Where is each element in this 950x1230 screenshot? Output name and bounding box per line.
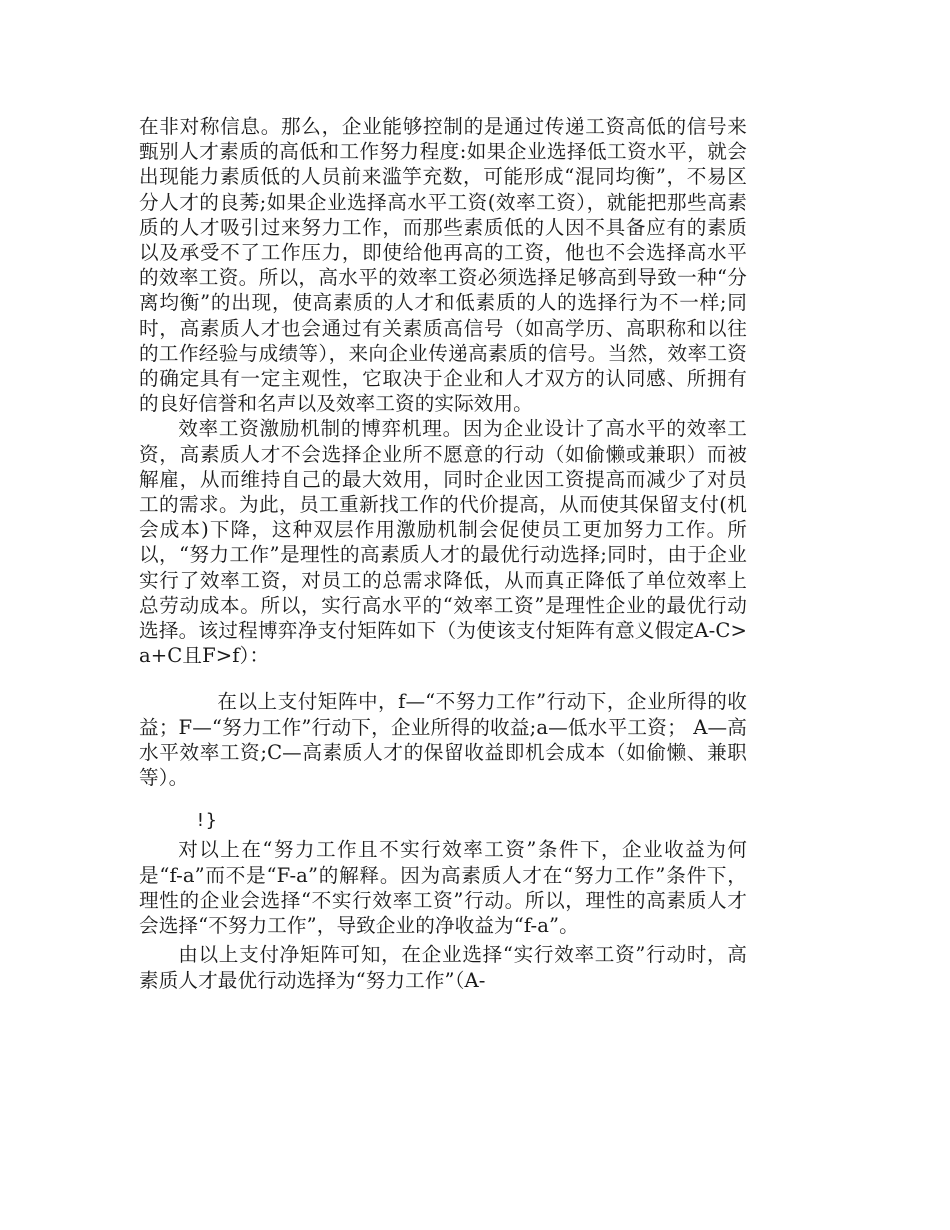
document-page bbox=[139, 114, 747, 993]
paragraph-optimal-action: 由以上支付净矩阵可知，在企业选择“实行效率工资”行动时，高素质人才最优行动选择为“努力工作”（A- bbox=[139, 943, 747, 992]
paragraph-payoff-explanation: 对以上在“努力工作且不实行效率工资”条件下，企业收益为何是“f-a”而不是“F-a”的解释。因为高素质人才在“努力工作”条件下，理性的企业会选择“不实行效率工资”行动。所以，理性的高素质人才会选择“不努力工作”，导致企业的净收益为“f-a”。 bbox=[139, 838, 747, 938]
paragraph-payoff-matrix-legend: 在以上支付矩阵中，f—“不努力工作”行动下，企业所得的收益；F—“努力工作”行动下，企业所得的收益;a—低水平工资； A—高水平效率工资;C—高素质人才的保留收益即机会成本（如偷懒、兼职等）。 bbox=[139, 690, 747, 790]
paragraph-incentive-game-mechanism: 效率工资激励机制的博弈机理。因为企业设计了高水平的效率工资，高素质人才不会选择企业所不愿意的行动（如偷懒或兼职）而被解雇，从而维持自己的最大效用，同时企业因工资提高而减少了对员工的需求。为此，员工重新找工作的代价提高，从而使其保留支付(机会成本)下降，这种双层作用激励机制会促使员工更加努力工作。所以，“努力工作”是理性的高素质人才的最优行动选择;同时，由于企业实行了效率工资，对员工的总需求降低，从而真正降低了单位效率上总劳动成本。所以，实行高水平的“效率工资”是理性企业的最优行动选择。该过程博弈净支付矩阵如下（为使该支付矩阵有意义假定A-C>a+C且F>f）： bbox=[139, 417, 747, 668]
stray-text-fragment: !} bbox=[195, 810, 217, 832]
paragraph-efficiency-wage-signaling: 在非对称信息。那么，企业能够控制的是通过传递工资高低的信号来甄别人才素质的高低和工作努力程度:如果企业选择低工资水平，就会出现能力素质低的人员前来滥竽充数，可能形成“混同均衡”，不易区分人才的良莠;如果企业选择高水平工资(效率工资），就能把那些高素质的人才吸引过来努力工作，而那些素质低的人因不具备应有的素质以及承受不了工作压力，即使给他再高的工资，他也不会选择高水平的效率工资。所以，高水平的效率工资必须选择足够高到导致一种“分离均衡”的出现，使高素质的人才和低素质的人的选择行为不一样;同时，高素质人才也会通过有关素质高信号（如高学历、高职称和以往的工作经验与成绩等），来向企业传递高素质的信号。当然，效率工资的确定具有一定主观性，它取决于企业和人才双方的认同感、所拥有的良好信誉和名声以及效率工资的实际效用。 bbox=[139, 115, 747, 416]
